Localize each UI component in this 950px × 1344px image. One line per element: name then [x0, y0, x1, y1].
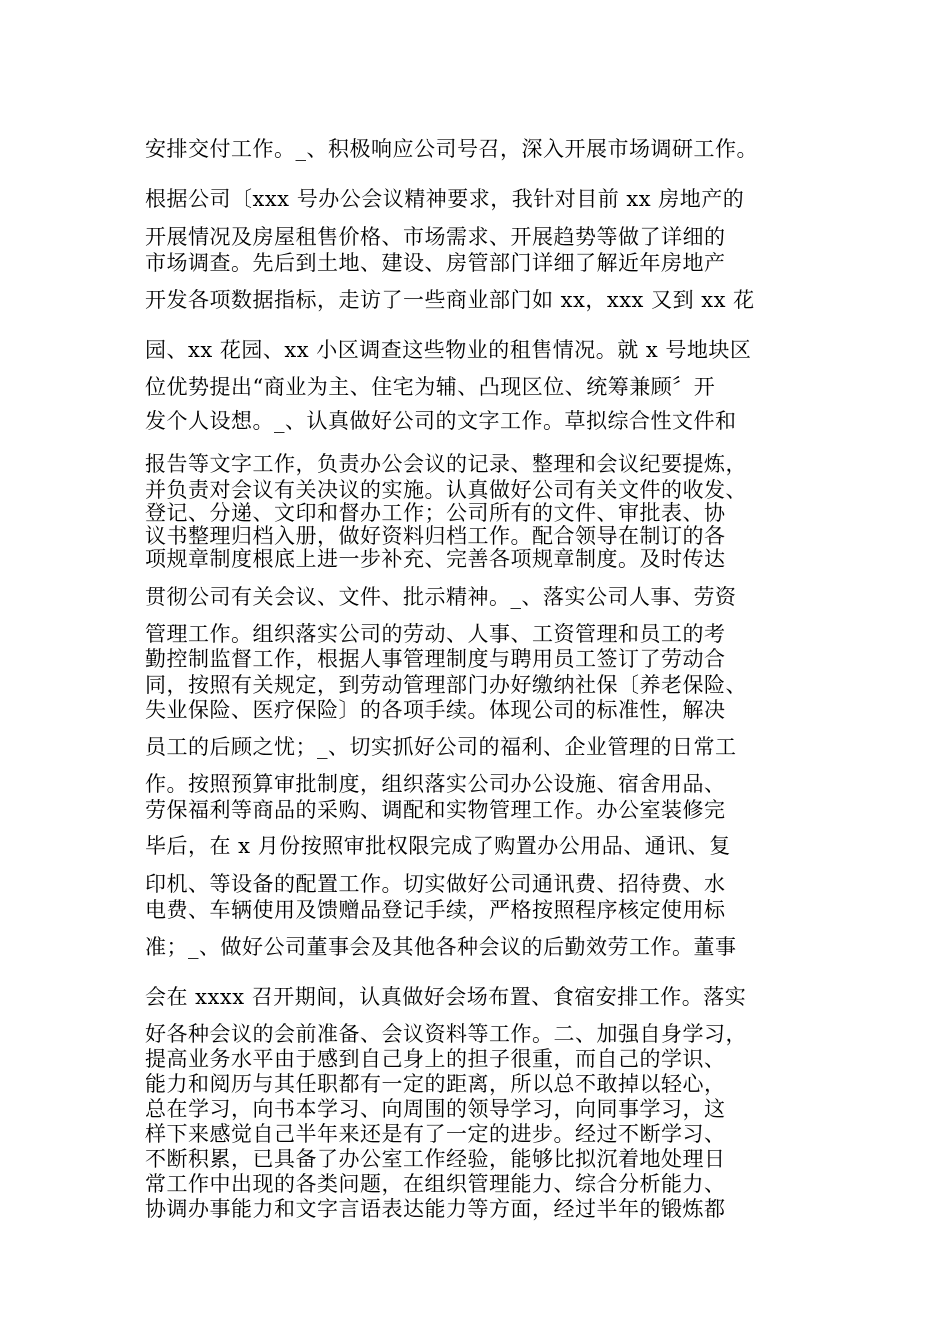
- text-line: 总在学习，向书本学习、向周围的领导学习，向同事学习，这: [145, 1097, 726, 1121]
- text-line: 贯彻公司有关会议、文件、批示精神。_、落实公司人事、劳资: [145, 585, 737, 609]
- text-line: 劳保福利等商品的采购、调配和实物管理工作。办公室装修完: [145, 798, 726, 822]
- text-line: 印机、等设备的配置工作。切实做好公司通讯费、招待费、水: [145, 872, 726, 896]
- text-line: 勤控制监督工作，根据人事管理制度与聘用员工签订了劳动合: [145, 647, 726, 671]
- text-line: 根据公司〔xxx 号办公会议精神要求，我针对目前 xx 房地产的: [145, 187, 745, 211]
- text-line: 园、xx 花园、xx 小区调查这些物业的租售情况。就 x 号地块区: [145, 338, 752, 362]
- text-line: 开展情况及房屋租售价格、市场需求、开展趋势等做了详细的: [145, 225, 726, 249]
- text-line: 不断积累，已具备了办公室工作经验，能够比拟沉着地处理日: [145, 1147, 726, 1171]
- text-line: 安排交付工作。_、积极响应公司号召，深入开展市场调研工作。: [145, 137, 758, 161]
- text-line: 样下来感觉自己半年来还是有了一定的进步。经过不断学习、: [145, 1122, 726, 1146]
- text-line: 好各种会议的会前准备、会议资料等工作。二、加强自身学习，: [145, 1022, 747, 1046]
- text-line: 报告等文字工作，负责办公会议的记录、整理和会议纪要提炼，: [145, 452, 747, 476]
- text-line: 市场调查。先后到土地、建设、房管部门详细了解近年房地产: [145, 251, 726, 275]
- text-line: 开发各项数据指标，走访了一些商业部门如 xx，xxx 又到 xx 花: [145, 288, 755, 312]
- text-line: 发个人设想。_、认真做好公司的文字工作。草拟综合性文件和: [145, 409, 737, 433]
- text-line: 议书整理归档入册，做好资料归档工作。配合领导在制订的各: [145, 524, 726, 548]
- text-line: 位优势提出“商业为主、住宅为辅、凸现区位、统筹兼顾〞开: [145, 375, 716, 399]
- text-line: 毕后，在 x 月份按照审批权限完成了购置办公用品、通讯、复: [145, 834, 731, 858]
- text-line: 常工作中出现的各类问题，在组织管理能力、综合分析能力、: [145, 1172, 726, 1196]
- text-line: 准；_、做好公司董事会及其他各种会议的后勤效劳工作。董事: [145, 935, 737, 959]
- text-line: 同，按照有关规定，到劳动管理部门办好缴纳社保〔养老保险、: [145, 673, 747, 697]
- text-line: 电费、车辆使用及馈赠品登记手续，严格按照程序核定使用标: [145, 898, 726, 922]
- text-line: 失业保险、医疗保险〕的各项手续。体现公司的标准性，解决: [145, 698, 726, 722]
- text-line: 能力和阅历与其任职都有一定的距离，所以总不敢掉以轻心，: [145, 1072, 726, 1096]
- text-line: 登记、分递、文印和督办工作；公司所有的文件、审批表、协: [145, 501, 726, 525]
- text-line: 提高业务水平由于感到自己身上的担子很重，而自己的学识、: [145, 1047, 726, 1071]
- text-line: 会在 xxxx 召开期间，认真做好会场布置、食宿安排工作。落实: [145, 985, 747, 1009]
- text-line: 并负责对会议有关决议的实施。认真做好公司有关文件的收发、: [145, 478, 747, 502]
- text-line: 项规章制度根底上进一步补充、完善各项规章制度。及时传达: [145, 547, 726, 571]
- text-line: 作。按照预算审批制度，组织落实公司办公设施、宿舍用品、: [145, 772, 726, 796]
- text-line: 协调办事能力和文字言语表达能力等方面，经过半年的锻炼都: [145, 1197, 726, 1221]
- text-line: 管理工作。组织落实公司的劳动、人事、工资管理和员工的考: [145, 622, 726, 646]
- text-line: 员工的后顾之忧；_、切实抓好公司的福利、企业管理的日常工: [145, 735, 737, 759]
